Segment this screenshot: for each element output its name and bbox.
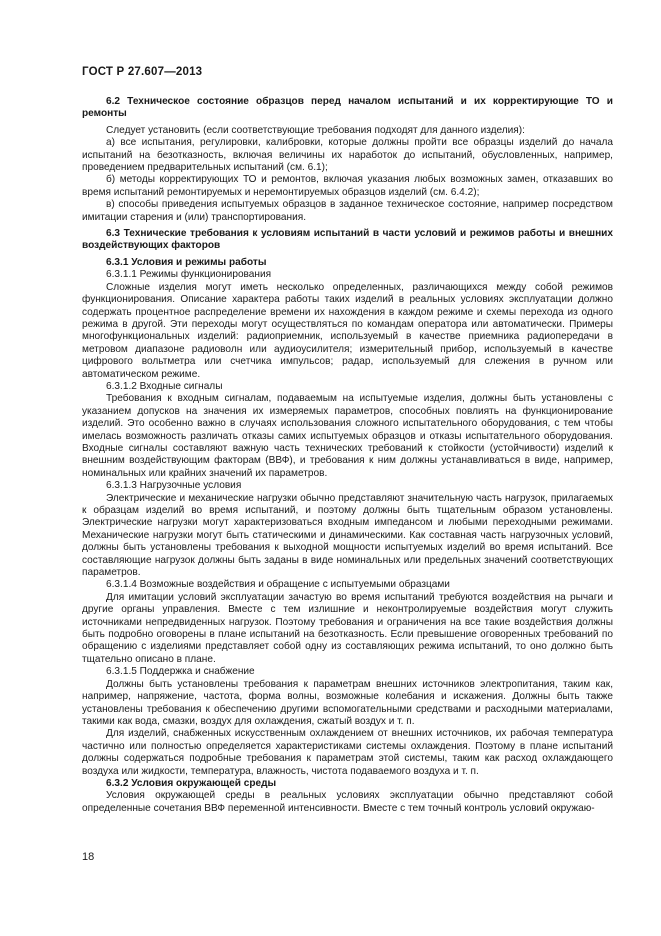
paragraph: Требования к входным сигналам, подаваемым на испытуемые изделия, должны быть установлены с указанием допусков на значения их измеряемых параметров, способных повлиять на функционирование изделий. Это особенно важно в случаях использования сложного испытательного оборудования, с тем чтобы имелась возможность различать отказы самих испытуемых образцов и отказы испытательного оборудования. Входные сигналы составляют важную часть технических требований к стойкости (устойчивости) изделий к внешним воздействующим факторам (ВВФ), и требования к ним должны устанавливаться в виде, например, номинальных или крайних значений их параметров. [82, 393, 613, 479]
paragraph: Электрические и механические нагрузки обычно представляют значительную часть нагрузок, прилагаемых к образцам изделий во время испытаний, и поэтому должны быть тщательным образом установлены. Электрические нагрузки могут характеризоваться входным импедансом и любыми переходными режимами. Механические нагрузки могут быть статическими и динамическими. Как составная часть нагрузочных условий, должны быть установлены требования к выходной мощности испытуемых изделий во время испытаний. Все составляющие нагрузок должны быть заданы в виде номинальных или предельных значений соответствующих параметров. [82, 492, 613, 579]
list-item-a: а) все испытания, регулировки, калибровки, которые должны пройти все образцы изделий до начала испытаний на безотказность, включая величины их наработок до испытаний, обусловленных, например, проведением предварительных испытаний (см. 6.1); [82, 137, 613, 174]
heading-6-3-2: 6.3.2 Условия окружающей среды [106, 777, 277, 789]
heading-6-2: 6.2 Техническое состояние образцов перед началом испытаний и их корректирующие ТО и ремонты [82, 96, 613, 120]
paragraph: Для имитации условий эксплуатации зачастую во время испытаний требуются воздействия на рычаги и другие органы управления. Вместе с тем излишние и неконтролируемые воздействия могут служить источниками непредвиденных нагрузок. Поэтому требования и ограничения на все такие воздействия должны быть подробно оговорены в плане испытаний на безотказность. Если превышение оговоренных требований по обращению с изделиями представляет собой одну из составляющих режима испытаний, то оно должно быть тщательно описано в плане. [82, 591, 613, 665]
paragraph: Должны быть установлены требования к параметрам внешних источников электропитания, таким как, например, напряжение, частота, форма волны, возможные колебания и искажения. Должны быть также установлены требования к обеспечению другими вспомогательными средствами и расходными материалами, такими как вода, смазки, воздух для охлаждения, сжатый воздух и т. п. [82, 678, 613, 727]
page-number: 18 [82, 851, 95, 863]
heading-6-3: 6.3 Технические требования к условиям испытаний в части условий и режимов работы и внешних воздействующих факторов [82, 228, 613, 252]
subheading-6-3-1-4: 6.3.1.4 Возможные воздействия и обращение с испытуемыми образцами [106, 579, 450, 591]
subheading-6-3-1-3: 6.3.1.3 Нагрузочные условия [106, 480, 242, 492]
document-header: ГОСТ Р 27.607—2013 [82, 66, 203, 78]
subheading-6-3-1-1: 6.3.1.1 Режимы функционирования [106, 269, 272, 281]
document-body [82, 96, 613, 815]
subheading-6-3-1-2: 6.3.1.2 Входные сигналы [106, 380, 223, 392]
paragraph: Условия окружающей среды в реальных условиях эксплуатации обычно представляют собой определенные сочетания ВВФ переменной интенсивности. Вместе с тем точный контроль условий окружаю- [82, 790, 613, 814]
list-item-c: в) способы приведения испытуемых образцов в заданное техническое состояние, например посредством имитации старения и (или) транспортирования. [82, 199, 613, 223]
heading-6-3-1: 6.3.1 Условия и режимы работы [106, 256, 267, 268]
paragraph: Для изделий, снабженных искусственным охлаждением от внешних источников, их рабочая температура частично или полностью определяется характеристиками системы охлаждения. Поэтому в плане испытаний должны содержаться подробные требования к параметрам этой системы, таким как расход охлаждающего воздуха или жидкости, температура, влажность, чистота подаваемого воздуха и т. п. [82, 728, 613, 777]
list-item-b: б) методы корректирующих ТО и ремонтов, включая указания любых возможных замен, отказавших во время испытаний ремонтируемых и неремонтируемых образцов изделий (см. 6.4.2); [82, 174, 613, 198]
paragraph: Сложные изделия могут иметь несколько определенных, различающихся между собой режимов функционирования. Описание характера работы таких изделий в реальных условиях эксплуатации должно содержать процентное распределение времени их нахождения в каждом режиме и схемы перехода из одного режима в другой. Эти переходы могут осуществляться по командам оператора или автоматически. Примеры многофункциональных изделий: радиоприемник, используемый в качестве приемника радиопередачи в метровом диапазоне радиоволн или аудиоусилителя; измерительный прибор, используемый в качестве цифрового вольтметра или счетчика импульсов; радар, используемый для слежения в ручном или автоматическом режиме. [82, 281, 613, 380]
paragraph: Следует установить (если соответствующие требования подходят для данного изделия): [106, 124, 525, 136]
subheading-6-3-1-5: 6.3.1.5 Поддержка и снабжение [106, 666, 255, 678]
